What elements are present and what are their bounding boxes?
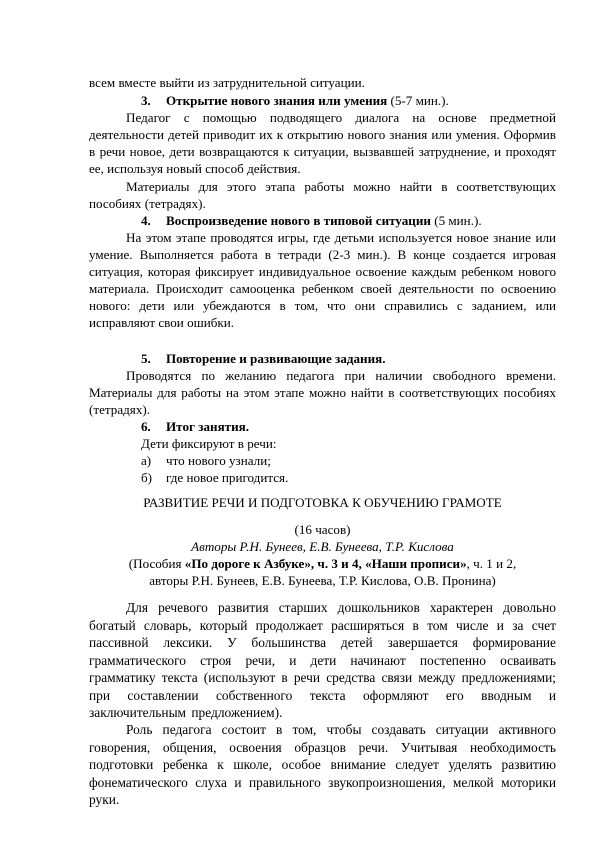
- section-3-heading: [141, 92, 449, 109]
- section-4-title: Воспроизведение нового в типовой ситуации: [166, 213, 431, 228]
- authors-line: [89, 538, 556, 555]
- section-5-number: 5.: [141, 351, 151, 366]
- section-6-list-item: [141, 452, 271, 469]
- section-3-title: Открытие нового знания или умения: [166, 93, 388, 108]
- section-5-paragraph-1: Проводятся по желанию педагога при наличии свободного времени. Материалы для работы на этом этапе можно найти в соответствующих пособиях (тетрадях).: [89, 368, 556, 418]
- section-6-title: Итог занятия.: [166, 419, 249, 434]
- manual-book-2: «Наши прописи»: [365, 556, 467, 571]
- list-item-text: где новое пригодится.: [166, 470, 289, 485]
- manuals-prefix: (Пособия: [128, 556, 185, 571]
- section-4-paragraph-1: На этом этапе проводятся игры, где детьми используется новое знание или умение. Выполняется работа в тетради (2-3 мин.). В конце создается игровая ситуация, которая фиксирует индивидуальное освоение каждым ребенком нового материала. Происходит самооценка ребенком своей деятельности по освоению нового: дети или убеждаются в том, что они справились с заданием, или исправляют свои ошибки.: [89, 230, 556, 331]
- manuals-line-1: [89, 555, 556, 572]
- section-6-number: 6.: [141, 419, 151, 434]
- section-6-list-item: [141, 469, 288, 486]
- section-title: РАЗВИТИЕ РЕЧИ И ПОДГОТОВКА К ОБУЧЕНИЮ ГРАМОТЕ: [143, 495, 502, 510]
- section-5-heading: [141, 350, 385, 367]
- paragraph-continuation: всем вместе выйти из затруднительной ситуации.: [89, 75, 365, 90]
- section-4-time: (5 мин.).: [430, 213, 482, 228]
- manuals-line-2: авторы Р.Н. Бунеев, Е.В. Бунеева, Т.Р. Кислова, О.В. Пронина): [149, 573, 496, 588]
- list-marker: а): [141, 453, 152, 468]
- speech-paragraph-2: Роль педагога состоит в том, чтобы создавать ситуации активного говорения, общения, освоения образцов речи. Учитывая необходимость подготовки ребенка к школе, особое внимание следует уделять развитию фонематического слуха и правильного звукопроизношения, мелкой моторики руки.: [89, 722, 556, 807]
- list-item-text: что нового узнали;: [166, 453, 271, 468]
- section-5-title: Повторение и развивающие задания.: [166, 351, 386, 366]
- hours-count: (16 часов): [294, 522, 351, 537]
- authors-text: Авторы Р.Н. Бунеев, Е.В. Бунеева, Т.Р. Кислова: [191, 539, 454, 554]
- section-3-time: (5-7 мин.).: [387, 93, 449, 108]
- section-3-number: 3.: [141, 93, 151, 108]
- manuals-suffix: , ч. 1 и 2,: [466, 556, 517, 571]
- list-marker: б): [141, 470, 153, 485]
- section-3-paragraph-2: Материалы для этого этапа работы можно найти в соответствующих пособиях (тетрадях).: [89, 179, 556, 212]
- section-4-number: 4.: [141, 213, 151, 228]
- section-6-heading: [141, 418, 249, 435]
- section-4-heading: [141, 212, 482, 229]
- section-3-paragraph-1: Педагог с помощью подводящего диалога на основе предметной деятельности детей приводит их к открытию нового знания или умения. Оформив в речи новое, дети возвращаются к ситуации, вызвавшей затруднение, и проходят ее, используя новый способ действия.: [89, 110, 556, 177]
- section-6-intro: Дети фиксируют в речи:: [141, 436, 277, 451]
- manual-book-1: «По дороге к Азбуке», ч. 3 и 4,: [184, 556, 362, 571]
- speech-paragraph-1: Для речевого развития старших дошкольников характерен довольно богатый словарь, который продолжает расширяться в том числе и за счет пассивной лексики. У большинства детей завершается формирование грамматического строя речи, и дети начинают постепенно осваивать грамматику текста (используют в речи средства связи между предложениями; при составлении собственного текста оформляют его вводным и заключительным предложением).: [89, 600, 556, 720]
